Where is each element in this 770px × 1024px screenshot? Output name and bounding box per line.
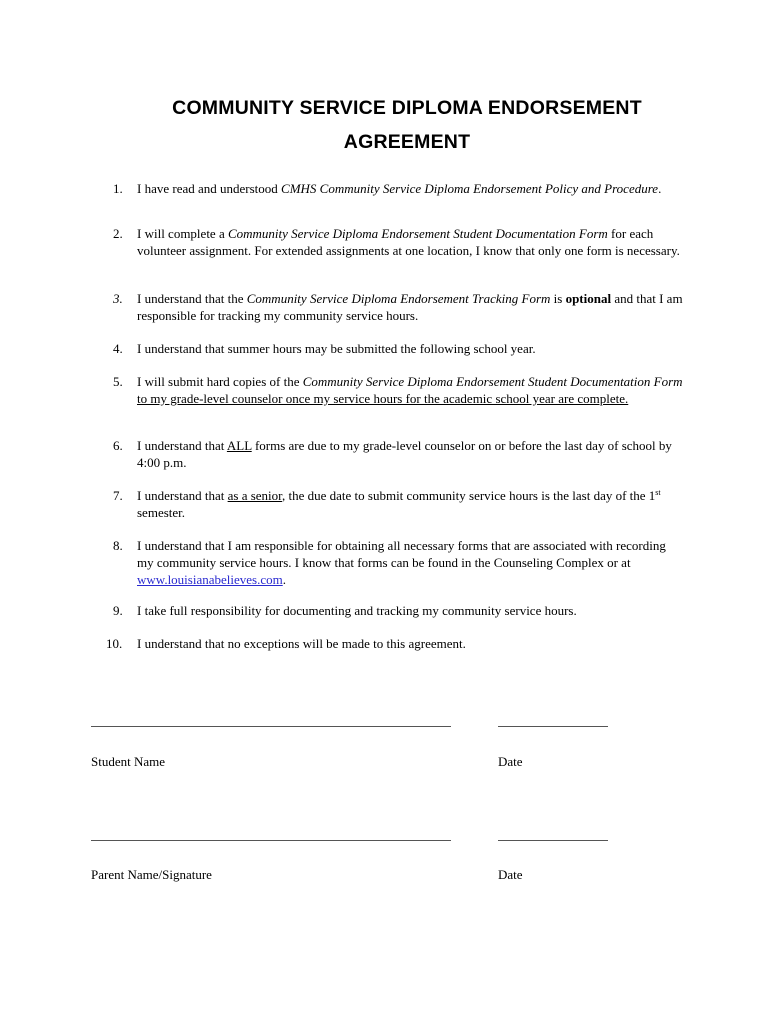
- parent-date-line[interactable]: [498, 840, 608, 841]
- item-number: 9.: [113, 603, 123, 618]
- item-text: I take full responsibility for documenting and tracking my community service hours.: [137, 603, 577, 618]
- parent-date-label: Date: [498, 867, 523, 882]
- item-text: I will complete a Community Service Diploma Endorsement Student Documentation Form for each volunteer assignment. For extended assignments at one location, I know that only one form is necessary.: [137, 226, 680, 258]
- agreement-item-4: [113, 340, 683, 357]
- agreement-item-6: [113, 437, 683, 471]
- item-number: 6.: [113, 438, 123, 453]
- louisianabelieves-link[interactable]: www.louisianabelieves.com: [137, 572, 283, 587]
- student-date-line[interactable]: [498, 726, 608, 727]
- item-number: 2.: [113, 226, 123, 241]
- student-date-label: Date: [498, 754, 523, 769]
- agreement-item-8: [113, 537, 683, 588]
- item-number: 3.: [113, 291, 123, 306]
- document-title-line-2: AGREEMENT: [343, 131, 471, 153]
- item-text: I will submit hard copies of the Community Service Diploma Endorsement Student Documentation Form to my grade-level counselor once my service hours for the academic school year are complete.: [137, 374, 683, 406]
- agreement-item-2: [113, 225, 683, 259]
- parent-name-label: Parent Name/Signature: [91, 867, 212, 882]
- item-text: I understand that summer hours may be submitted the following school year.: [137, 341, 536, 356]
- item-text: I understand that I am responsible for obtaining all necessary forms that are associated with recording my community service hours. I know that forms can be found in the Counseling Complex or at www.louisianabelieves.com.: [137, 538, 666, 587]
- item-number: 7.: [113, 488, 123, 503]
- item-number: 10.: [106, 636, 123, 651]
- document-title-line-1: COMMUNITY SERVICE DIPLOMA ENDORSEMENT: [172, 97, 642, 119]
- agreement-item-7: [113, 487, 683, 521]
- parent-signature-line[interactable]: [91, 840, 451, 841]
- item-text: I understand that ALL forms are due to my grade-level counselor on or before the last day of school by 4:00 p.m.: [137, 438, 672, 470]
- item-number: 8.: [113, 538, 123, 553]
- item-text: I understand that as a senior, the due date to submit community service hours is the last day of the 1st semester.: [137, 488, 661, 520]
- item-text: I understand that no exceptions will be made to this agreement.: [137, 636, 466, 651]
- item-text: I understand that the Community Service Diploma Endorsement Tracking Form is optional and that I am responsible for tracking my community service hours.: [137, 291, 683, 323]
- item-number: 5.: [113, 374, 123, 389]
- agreement-item-10: [106, 635, 683, 652]
- student-name-label: Student Name: [91, 754, 166, 769]
- item-number: 4.: [113, 341, 123, 356]
- agreement-item-9: [113, 602, 683, 619]
- agreement-item-1: [113, 180, 683, 197]
- student-signature-line[interactable]: [91, 726, 451, 727]
- item-text: I have read and understood CMHS Community Service Diploma Endorsement Policy and Procedure.: [137, 181, 662, 196]
- agreement-item-5: [113, 373, 683, 407]
- item-number: 1.: [113, 181, 123, 196]
- agreement-item-3: [113, 290, 683, 324]
